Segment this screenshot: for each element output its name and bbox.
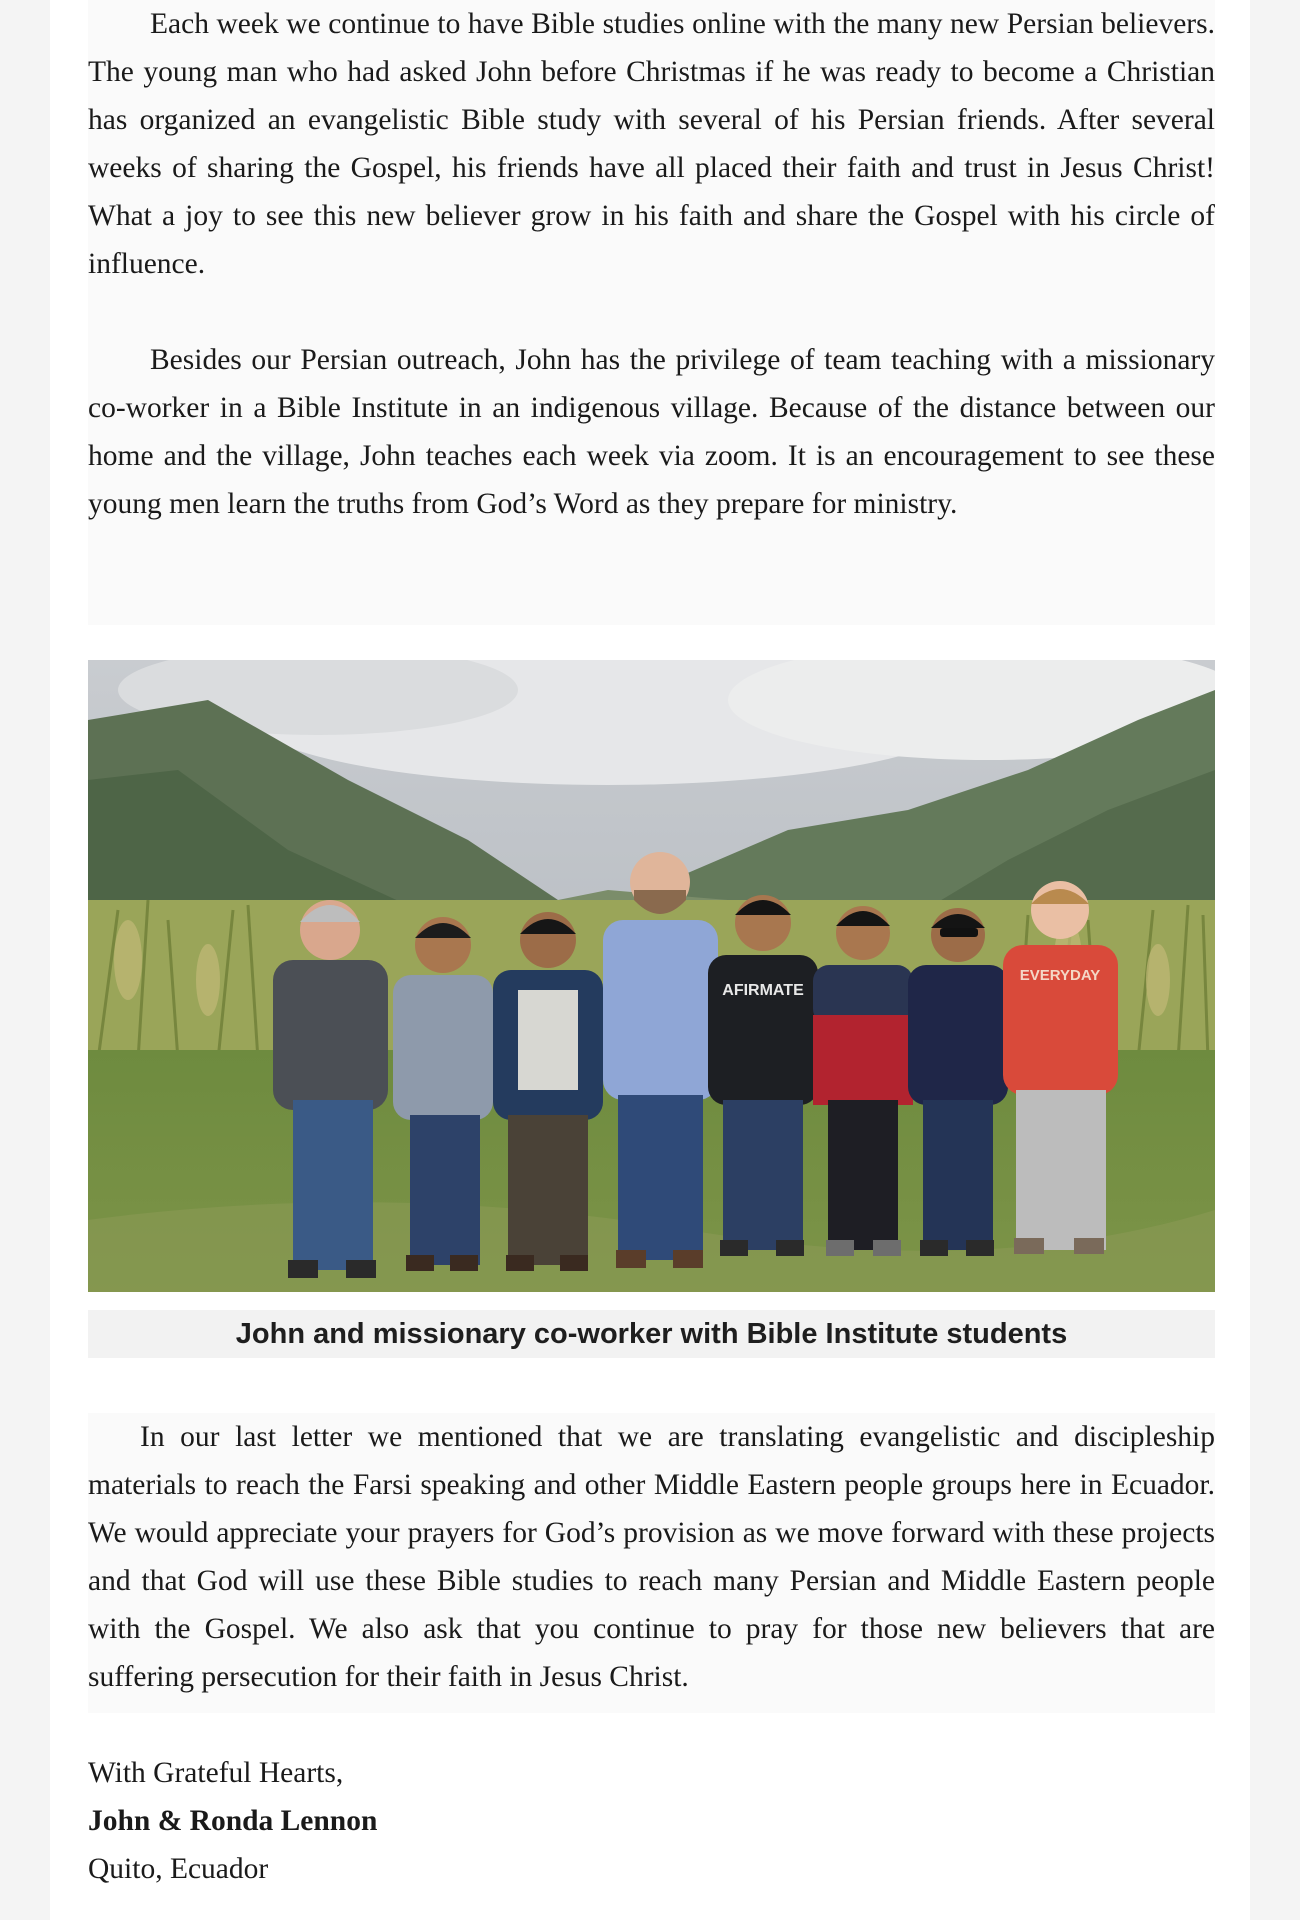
letter-paragraph: In our last letter we mentioned that we are translating evangelistic and discipleship materials to reach the Farsi speaking and other Middle Eastern people groups here in Ecuador. We would appreciate your prayers for God’s provision as we move forward with these projects and that God will use these Bible studies to reach many Persian and Middle Eastern people with the Gospel. We also ask that you continue to pray for those new believers that are suffering persecution for their faith in Jesus Christ. — [88, 1421, 1215, 1693]
shirt-text: EVERYDAY — [1019, 967, 1101, 984]
signature-names: John & Ronda Lennon — [88, 1805, 378, 1837]
signature-location: Quito, Ecuador — [88, 1853, 269, 1885]
closing-line: With Grateful Hearts, — [88, 1757, 344, 1789]
group-photo — [88, 660, 1215, 1292]
letter-paragraph: Besides our Persian outreach, John has the privilege of team teaching with a missionary co-worker in a Bible Institute in an indigenous village. Because of the distance between our home and the village, John teaches each week via zoom. It is an encouragement to see these young men learn the truths from God’s Word as they prepare for ministry. — [88, 344, 1215, 520]
letter-paragraph: Each week we continue to have Bible studies online with the many new Persian believers. The young man who had asked John before Christmas if he was ready to become a Christian has organized an evangelistic Bible study with several of his Persian friends. After several weeks of sharing the Gospel, his friends have all placed their faith and trust in Jesus Christ! What a joy to see this new believer grow in his faith and share the Gospel with his circle of influence. — [88, 8, 1215, 280]
shirt-text: AFIRMATE — [722, 982, 804, 999]
photo-caption: John and missionary co-worker with Bible Institute students — [235, 1318, 1068, 1350]
